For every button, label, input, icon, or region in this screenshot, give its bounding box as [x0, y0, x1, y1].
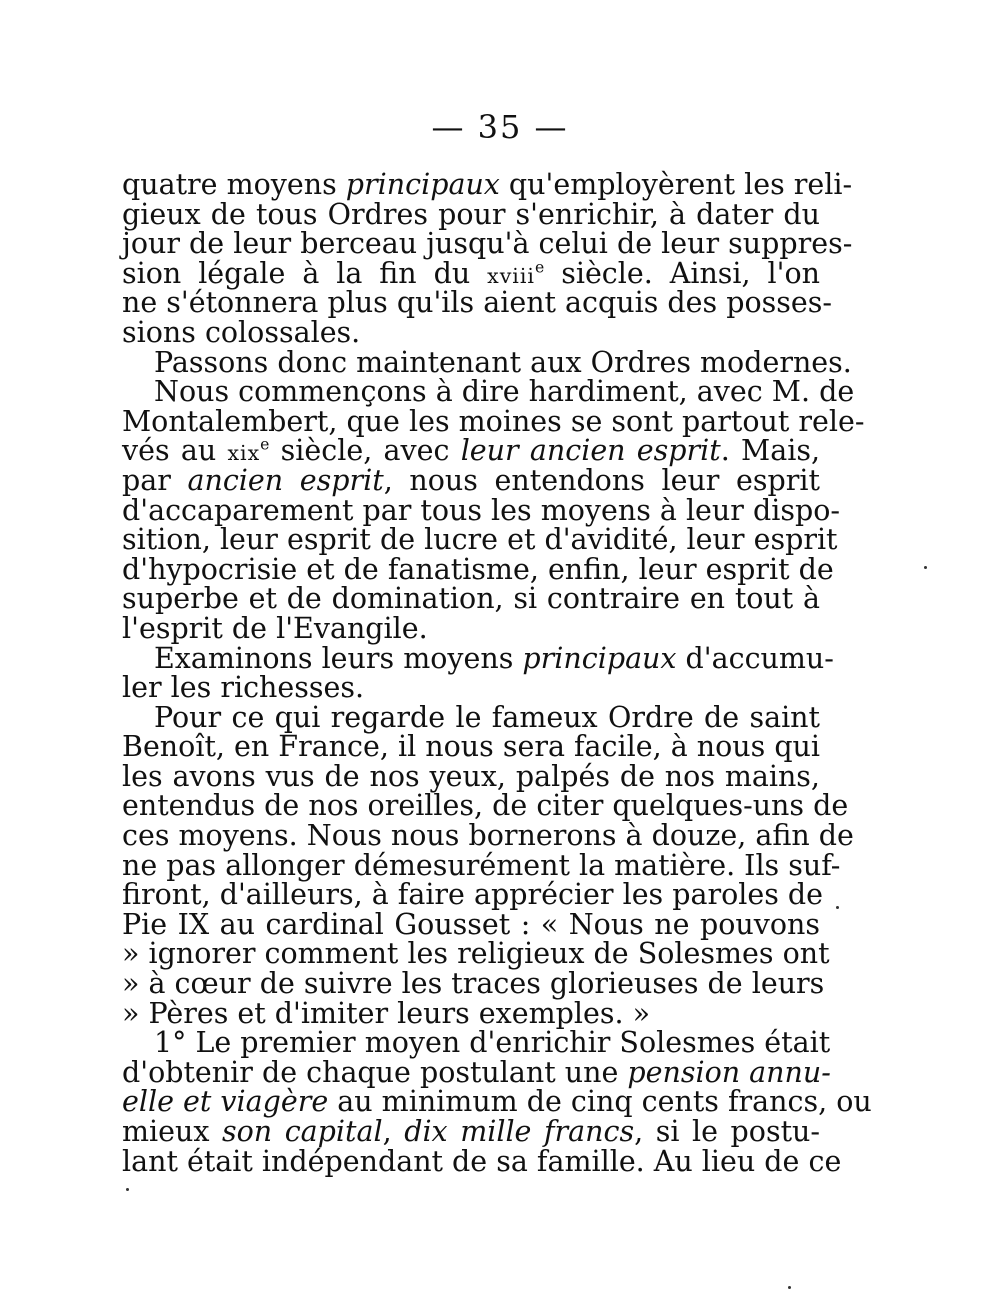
text-line [122, 789, 849, 823]
text-segment: superbe et de domination, si contraire en tout à [122, 582, 820, 616]
text-segment: d'hypocrisie et de fanatisme, enfin, leur esprit de [122, 552, 834, 586]
text-segment: xviii [487, 263, 535, 288]
text-line [122, 1026, 831, 1060]
text-line [122, 552, 834, 586]
ink-speck [924, 566, 927, 569]
text-line [122, 1085, 872, 1119]
text-segment: firont, d'ailleurs, à faire apprécier les paroles de [122, 878, 824, 912]
text-segment: d'accaparement par tous les moyens à leur dispo- [122, 493, 840, 527]
text-segment: Nous commençons à dire hardiment, avec M. de [154, 375, 855, 409]
text-segment: entendus de nos oreilles, de citer quelques-uns de [122, 789, 849, 823]
text-segment: les avons vus de nos yeux, palpés de nos mains, [122, 759, 820, 793]
text-segment: , [382, 1115, 405, 1148]
text-segment: Pour ce qui regarde le fameux Ordre de saint [154, 700, 820, 734]
text-line [122, 907, 820, 941]
text-line [122, 375, 855, 409]
italic-text: elle et viagère [122, 1085, 329, 1119]
text-line [122, 345, 852, 379]
text-line [122, 819, 854, 853]
ink-speck [126, 1188, 129, 1191]
text-segment: » à cœur de suivre les traces glorieuses de leurs [122, 967, 825, 1001]
italic-text: dix mille francs [404, 1115, 635, 1148]
text-segment: vés au [122, 434, 228, 468]
text-segment: l'esprit de l'Evangile. [122, 611, 428, 645]
text-segment: Pie IX au cardinal Gousset : « Nous ne pouvons [122, 907, 820, 941]
text-line [122, 732, 820, 762]
text-line [122, 673, 820, 703]
text-segment: , si le postu- [634, 1115, 821, 1148]
text-segment: » Pères et d'imiter leurs exemples. » [122, 996, 651, 1030]
italic-text: leur ancien esprit [460, 434, 721, 468]
text-segment: siècle, avec [269, 434, 461, 468]
text-line [122, 315, 820, 349]
text-segment: lant était indépendant de sa famille. Au lieu de ce [122, 1144, 842, 1178]
text-line [122, 463, 820, 497]
text-line [122, 493, 840, 527]
text-line [122, 286, 832, 320]
text-line [122, 227, 853, 261]
text-segment: d'accumu- [676, 641, 834, 675]
text-line [122, 1144, 842, 1178]
text-line [122, 168, 853, 201]
text-segment: » ignorer comment les religieux de Solesmes ont [122, 937, 830, 971]
superscript-text: e [260, 434, 270, 454]
text-line [122, 523, 838, 557]
text-line [122, 436, 820, 466]
text-line [122, 759, 820, 793]
text-segment: sition, leur esprit de lucre et d'avidité, leur esprit [122, 523, 838, 557]
text-segment: ne s'étonnera plus qu'ils aient acquis des posses- [122, 286, 832, 320]
superscript-text: e [535, 257, 545, 277]
text-segment: d'obtenir de chaque postulant une [122, 1055, 628, 1089]
text-segment: sions colossales. [122, 315, 361, 349]
text-segment: jour de leur berceau jusqu'à celui de leur suppres- [122, 227, 853, 261]
text-segment: Benoît, en France, il nous sera facile, à nous qui [122, 730, 821, 764]
text-line [122, 878, 824, 912]
text-line [122, 996, 820, 1030]
text-line [122, 197, 820, 231]
text-line [122, 611, 820, 645]
text-segment: , nous entendons leur esprit [383, 463, 820, 497]
text-line [122, 641, 834, 675]
italic-text: principaux [522, 641, 677, 675]
text-segment: Examinons leurs moyens [154, 641, 523, 675]
text-segment: par [122, 463, 188, 497]
text-segment: gieux de tous Ordres pour s'enrichir, à dater du [122, 197, 820, 231]
text-segment: Montalembert, que les moines se sont partout rele- [122, 404, 865, 438]
body-text [122, 168, 872, 1178]
ink-speck [836, 906, 839, 909]
page-number: — 35 — [431, 108, 569, 146]
text-segment: qu'employèrent les reli- [499, 168, 853, 201]
text-segment: ler les richesses. [122, 671, 365, 705]
text-segment: Passons donc maintenant aux Ordres modernes. [154, 345, 852, 379]
text-line [122, 584, 820, 614]
text-segment: ces moyens. Nous nous bornerons à douze, afin de [122, 819, 854, 853]
text-line [122, 848, 841, 882]
text-segment: 1° Le premier moyen d'enrichir Solesmes était [154, 1026, 831, 1060]
italic-text: son capital [222, 1115, 383, 1148]
italic-text: ancien esprit [187, 463, 384, 497]
text-segment: xix [227, 441, 261, 466]
text-segment: sion légale à la fin du [122, 256, 488, 290]
text-segment: . Mais, [720, 434, 820, 468]
text-line [122, 937, 830, 971]
text-segment: mieux [122, 1115, 222, 1148]
text-line [122, 256, 820, 290]
ink-speck [788, 1286, 791, 1289]
text-line [122, 1117, 820, 1147]
text-segment: siècle. Ainsi, l'on [544, 256, 820, 290]
italic-text: pension annu- [627, 1055, 831, 1089]
text-segment: ne pas allonger démesurément la matière. Ils suf- [122, 848, 841, 882]
text-segment: au minimum de cinq cents francs, ou [328, 1085, 872, 1119]
italic-text: principaux [345, 168, 500, 201]
text-line [122, 404, 865, 438]
text-segment: quatre moyens [122, 168, 346, 201]
text-line [122, 700, 820, 734]
text-line [122, 967, 825, 1001]
text-line [122, 1055, 831, 1089]
